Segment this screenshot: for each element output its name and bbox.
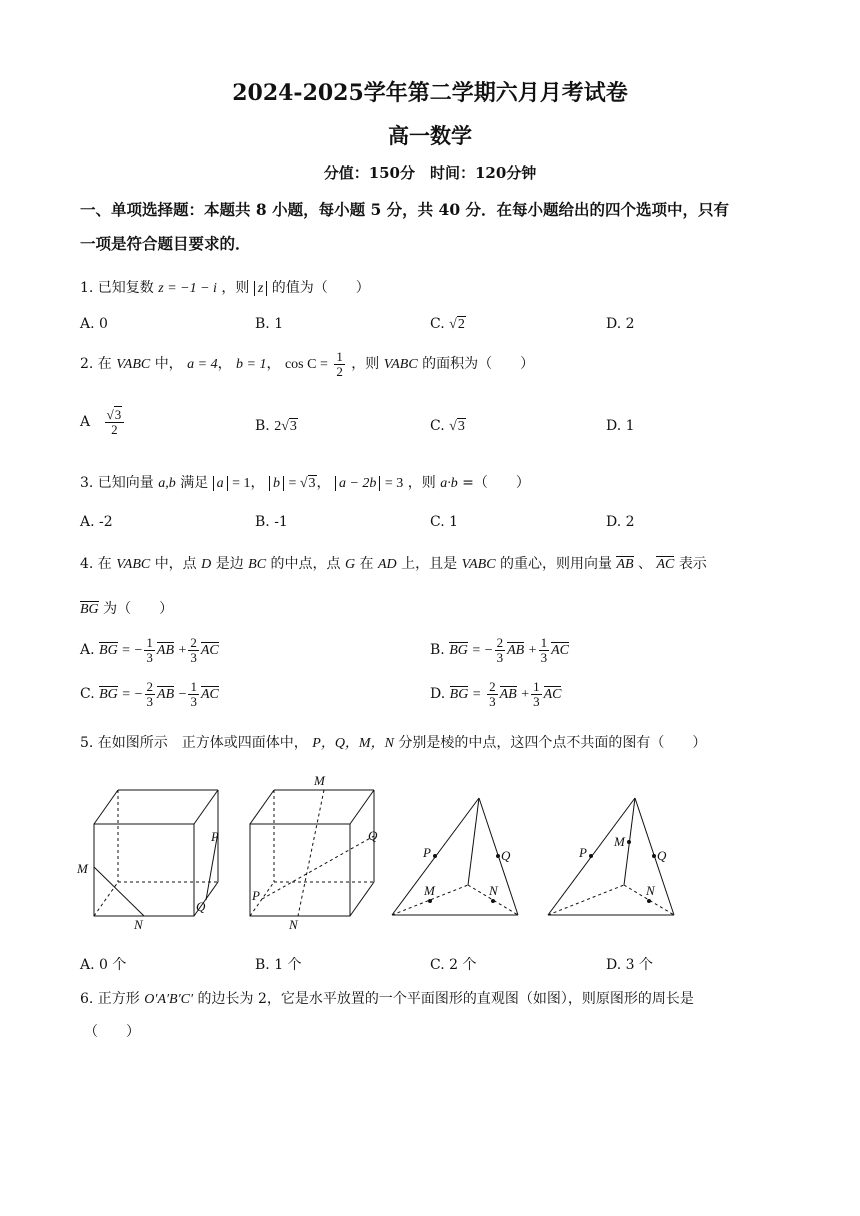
fig2-label-n: N	[289, 917, 298, 932]
q2-option-b[interactable]: B. 2√3	[255, 418, 297, 434]
question-6-line2: （ ）	[84, 1024, 140, 1040]
q4-option-c[interactable]: C. BG = − $\frac{2}{3}$ AB − $\frac{1}{3}$ AC	[80, 679, 219, 709]
q6-square-name: O′A′B′C′	[144, 992, 194, 1007]
question-2: 2. 在 VABC 中， a = 4， b = 1， cos C = $\frac{1}{2}$ ，则 VABC 的面积为（ ）	[80, 349, 535, 379]
q2-option-c[interactable]: C. √3	[430, 418, 465, 434]
fig2-label-m: M	[314, 773, 325, 788]
fig2-label-p: P	[252, 888, 260, 903]
q3-vectors: a,b	[158, 476, 176, 491]
q1-option-c-sqrt: √2	[449, 317, 465, 332]
fig1-label-q: Q	[196, 899, 206, 914]
fig1-label-n: N	[134, 917, 143, 932]
question-6: 6. 正方形 O′A′B′C′ 的边长为 2，它是水平放置的一个平面图形的直观图（如图），则原图形的周长是	[80, 991, 694, 1007]
exam-subject: 高一数学	[388, 123, 472, 148]
fig1-label-m: M	[77, 861, 88, 876]
exam-title: 2024-2025学年第二学期六月月考试卷	[232, 80, 628, 106]
q5-option-c[interactable]: C. 2 个	[430, 957, 477, 973]
fig1-label-p: P	[211, 829, 219, 844]
fig3-label-p: P	[423, 845, 431, 860]
figure-cube-1	[94, 790, 218, 916]
question-4: 4. 在 VABC 中，点 D 是边 BC 的中点，点 G 在 AD 上，且是 VABC 的重心，则用向量 AB 、 AC 表示	[80, 556, 707, 572]
q1-option-c[interactable]	[430, 316, 466, 333]
q1-option-d[interactable]: D. 2	[606, 316, 635, 332]
q1-option-a[interactable]: A. 0	[80, 316, 108, 332]
question-3: 3. 已知向量 a,b 满足 a = 1， b = √3， a − 2b = 3 ，则 a·b =（ ）	[80, 475, 530, 491]
q3-option-a[interactable]: A. -2	[80, 514, 113, 530]
fig4-label-n: N	[646, 883, 655, 898]
section-heading-line2: 一项是符合题目要求的．	[80, 234, 251, 253]
q2-option-a[interactable]: A $\frac{√3}{2}$	[80, 408, 126, 436]
q5-option-d[interactable]: D. 3 个	[606, 957, 653, 973]
fig3-label-q: Q	[501, 848, 511, 863]
fig2-label-q: Q	[368, 828, 378, 843]
q1-mid: ，则	[221, 280, 250, 296]
q5-option-a[interactable]: A. 0 个	[80, 957, 127, 973]
fig3-label-m: M	[424, 883, 435, 898]
q4-option-b[interactable]: B. BG = − $\frac{2}{3}$ AB + $\frac{1}{3}$ AC	[430, 635, 569, 665]
fig3-label-n: N	[489, 883, 498, 898]
q3-option-d[interactable]: D. 2	[606, 514, 635, 530]
q1-prefix: 1. 已知复数	[80, 280, 154, 296]
q1-suffix: 的值为（ ）	[271, 280, 370, 296]
question-1	[80, 277, 370, 297]
question-4-line2: BG 为（ ）	[80, 601, 174, 617]
q2-fraction: $\frac{1}{2}$	[336, 349, 343, 379]
exam-meta: 分值：150分 时间：120分钟	[323, 164, 537, 182]
q2-triangle: VABC	[116, 357, 151, 373]
q1-expr: z = −1 − i	[158, 281, 217, 296]
q1-option-b[interactable]: B. 1	[255, 316, 284, 332]
q1-abs: z	[254, 281, 267, 296]
q3-option-b[interactable]: B. -1	[255, 514, 288, 530]
q5-option-b[interactable]: B. 1 个	[255, 957, 302, 973]
fig4-label-p: P	[579, 845, 587, 860]
q1-option-c-label: C.	[430, 316, 445, 332]
fig4-label-q: Q	[657, 848, 667, 863]
q4-option-d[interactable]: D. BG = $\frac{2}{3}$ AB + $\frac{1}{3}$ AC	[430, 679, 562, 709]
q4-option-a[interactable]: A. BG = − $\frac{1}{3}$ AB + $\frac{2}{3}$ AC	[80, 635, 219, 665]
section-heading-line1: 一、单项选择题：本题共 8 小题，每小题 5 分，共 40 分．在每小题给出的四个选项中，只有	[80, 200, 730, 219]
figure-cube-2	[250, 790, 374, 916]
fig4-label-m: M	[614, 834, 625, 849]
q2-option-d[interactable]: D. 1	[606, 418, 635, 434]
question-5: 5. 在如图所示 正方体或四面体中， P，Q，M，N 分别是棱的中点，这四个点不共面的图有（ ）	[80, 735, 707, 751]
q3-option-c[interactable]: C. 1	[430, 514, 459, 530]
q5-figures	[74, 770, 694, 940]
q2-option-a-frac: $\frac{√3}{2}$	[105, 408, 125, 436]
